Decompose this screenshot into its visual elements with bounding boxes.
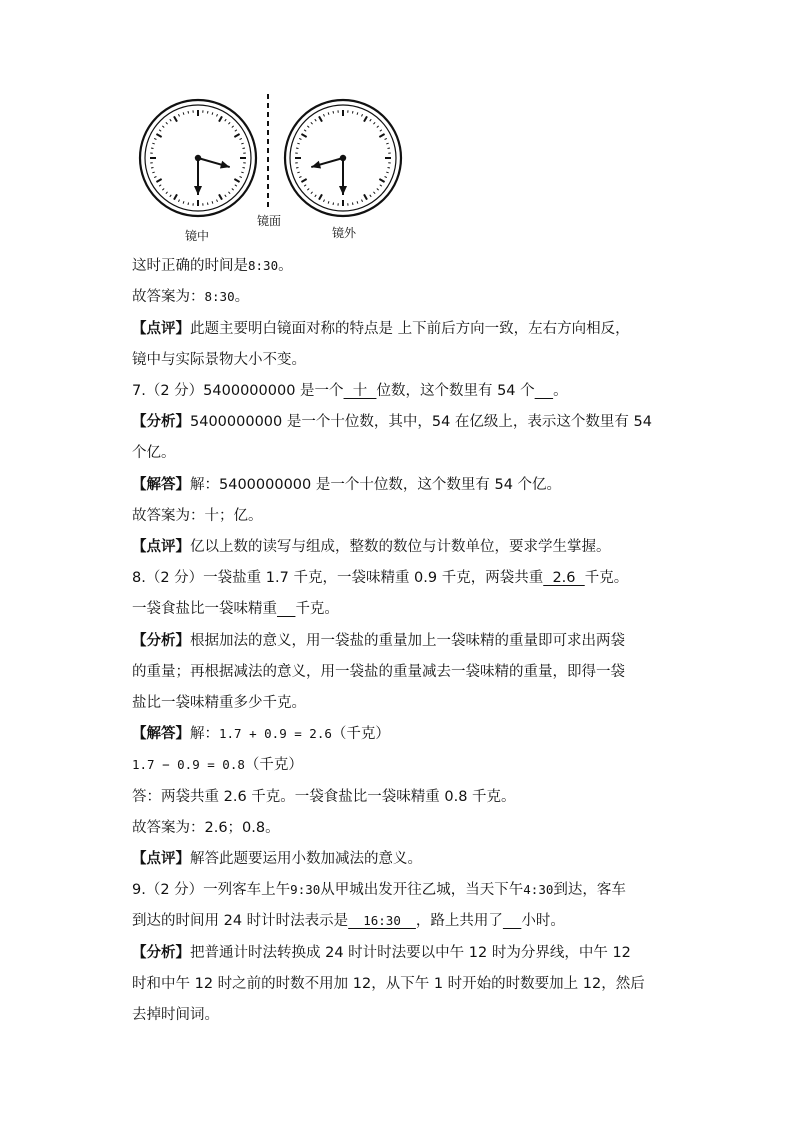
formula: 1.7 − 0.9 = 0.8 — [132, 757, 245, 772]
time-value: 9:30 — [290, 882, 321, 897]
section-tag: 【分析】 — [132, 945, 190, 961]
text-line — [132, 287, 249, 307]
text-line: 去掉时间词。 — [132, 1007, 219, 1023]
section-tag: 【点评】 — [132, 851, 190, 867]
section-tag: 【解答】 — [132, 477, 190, 493]
text-line — [132, 412, 652, 432]
clock-tick — [243, 167, 245, 168]
text-segment: 8.（2 分）一袋盐重 1.7 千克，一袋味精重 0.9 千克，两袋共重 — [132, 570, 544, 586]
text-segment: 此题主要明白镜面对称的特点是 上下前后方向一致，左右方向相反， — [190, 321, 630, 337]
clock-tick — [151, 148, 153, 149]
text-segment: 从甲城出发开往乙城，当天下午 — [320, 882, 524, 898]
clock-center — [340, 155, 346, 161]
text-line — [132, 724, 390, 744]
text-line — [132, 755, 303, 775]
section-tag: 【点评】 — [132, 321, 190, 337]
text-segment: 小时。 — [521, 913, 565, 929]
text-line — [132, 537, 611, 557]
clock-tick — [296, 167, 298, 168]
clock-tick — [388, 167, 390, 168]
text-segment: ，路上共用了 — [415, 913, 503, 929]
text-line — [132, 319, 630, 339]
text-segment: 7.（2 分）5400000000 是一个 — [132, 383, 344, 399]
text-segment: 。 — [278, 258, 293, 274]
text-segment: 到达的时间用 24 时计时法表示是 — [132, 913, 349, 929]
answer-blank: 十 — [343, 383, 377, 399]
clock-tick — [207, 111, 208, 113]
clock-tick — [352, 111, 353, 113]
text-segment: 根据加法的意义，用一袋盐的重量加上一袋味精的重量即可求出两袋 — [190, 633, 625, 649]
text-segment: 5400000000 是一个十位数，其中，54 在亿级上，表示这个数里有 54 — [190, 414, 652, 430]
mirror-label: 镜面 — [257, 214, 282, 228]
text-line: 故答案为：十；亿。 — [132, 508, 263, 524]
answer-blank — [535, 383, 553, 399]
text-segment: 千克。 — [295, 601, 339, 617]
time-value: 4:30 — [523, 882, 554, 897]
clock-center — [195, 155, 201, 161]
text-line — [132, 631, 625, 651]
text-segment: 这时正确的时间是 — [132, 258, 248, 274]
question-7 — [132, 381, 568, 401]
section-tag: 【分析】 — [132, 414, 190, 430]
text-line — [132, 943, 631, 963]
section-tag: 【分析】 — [132, 633, 190, 649]
clock-tick — [296, 148, 298, 149]
text-segment: 解答此题要运用小数加减法的意义。 — [190, 851, 422, 867]
clock-tick — [188, 111, 189, 113]
text-line — [132, 475, 561, 495]
section-tag: 【点评】 — [132, 539, 190, 555]
text-segment: 解：5400000000 是一个十位数，这个数里有 54 个亿。 — [190, 477, 562, 493]
answer-blank — [277, 601, 295, 617]
clock-outside-mirror — [285, 100, 401, 216]
answer-blank: 2.6 — [543, 570, 585, 586]
mirror-clock-figure — [130, 92, 420, 244]
text-line: 的重量；再根据减法的意义，用一袋盐的重量减去一袋味精的重量，即得一袋 — [132, 664, 625, 680]
formula: 1.7 + 0.9 = 2.6 — [219, 726, 332, 741]
clock-tick — [188, 203, 189, 205]
text-line — [132, 849, 422, 869]
clock-in-mirror — [140, 100, 256, 216]
text-line: 答：两袋共重 2.6 千克。一袋食盐比一袋味精重 0.8 千克。 — [132, 789, 516, 805]
question-8 — [132, 568, 628, 588]
text-line — [132, 256, 293, 276]
clock-tick — [243, 148, 245, 149]
clock-tick — [333, 111, 334, 113]
text-segment: 把普通计时法转换成 24 时计时法要以中午 12 时为分界线，中午 12 — [190, 945, 631, 961]
answer-blank — [503, 913, 521, 929]
text-segment: 。 — [553, 383, 568, 399]
text-segment: 一袋食盐比一袋味精重 — [132, 601, 277, 617]
text-segment: 到达，客车 — [553, 882, 626, 898]
inside-mirror-label: 镜中 — [185, 229, 210, 243]
time-value: 8:30 — [204, 289, 235, 304]
text-segment: （千克） — [331, 726, 390, 742]
clock-tick — [388, 148, 390, 149]
time-value: 8:30 — [248, 258, 279, 273]
text-segment: 9.（2 分）一列客车上午 — [132, 882, 291, 898]
text-segment: 故答案为： — [132, 289, 205, 305]
text-line — [132, 911, 565, 931]
text-line: 盐比一袋味精重多少千克。 — [132, 695, 306, 711]
text-segment: （千克） — [244, 757, 303, 773]
text-line: 时和中午 12 时之前的时数不用加 12，从下午 1 时开始的时数要加上 12，然后 — [132, 976, 645, 992]
text-segment: 位数，这个数里有 54 个 — [376, 383, 535, 399]
text-segment: 。 — [234, 289, 250, 305]
text-line: 故答案为：2.6；0.8。 — [132, 820, 280, 836]
text-segment: 亿以上数的读写与组成，整数的数位与计数单位，要求学生掌握。 — [190, 539, 611, 555]
clock-tick — [207, 203, 208, 205]
clock-tick — [151, 167, 153, 168]
clock-tick — [352, 203, 353, 205]
text-segment: 解： — [190, 726, 219, 742]
outside-mirror-label: 镜外 — [332, 226, 357, 240]
text-line: 个亿。 — [132, 445, 176, 461]
clock-tick — [333, 203, 334, 205]
text-line: 镜中与实际景物大小不变。 — [132, 352, 306, 368]
section-tag: 【解答】 — [132, 726, 190, 742]
question-9 — [132, 880, 626, 900]
text-segment: 千克。 — [584, 570, 629, 586]
text-line — [132, 599, 339, 619]
answer-blank: 16:30 — [348, 913, 416, 928]
